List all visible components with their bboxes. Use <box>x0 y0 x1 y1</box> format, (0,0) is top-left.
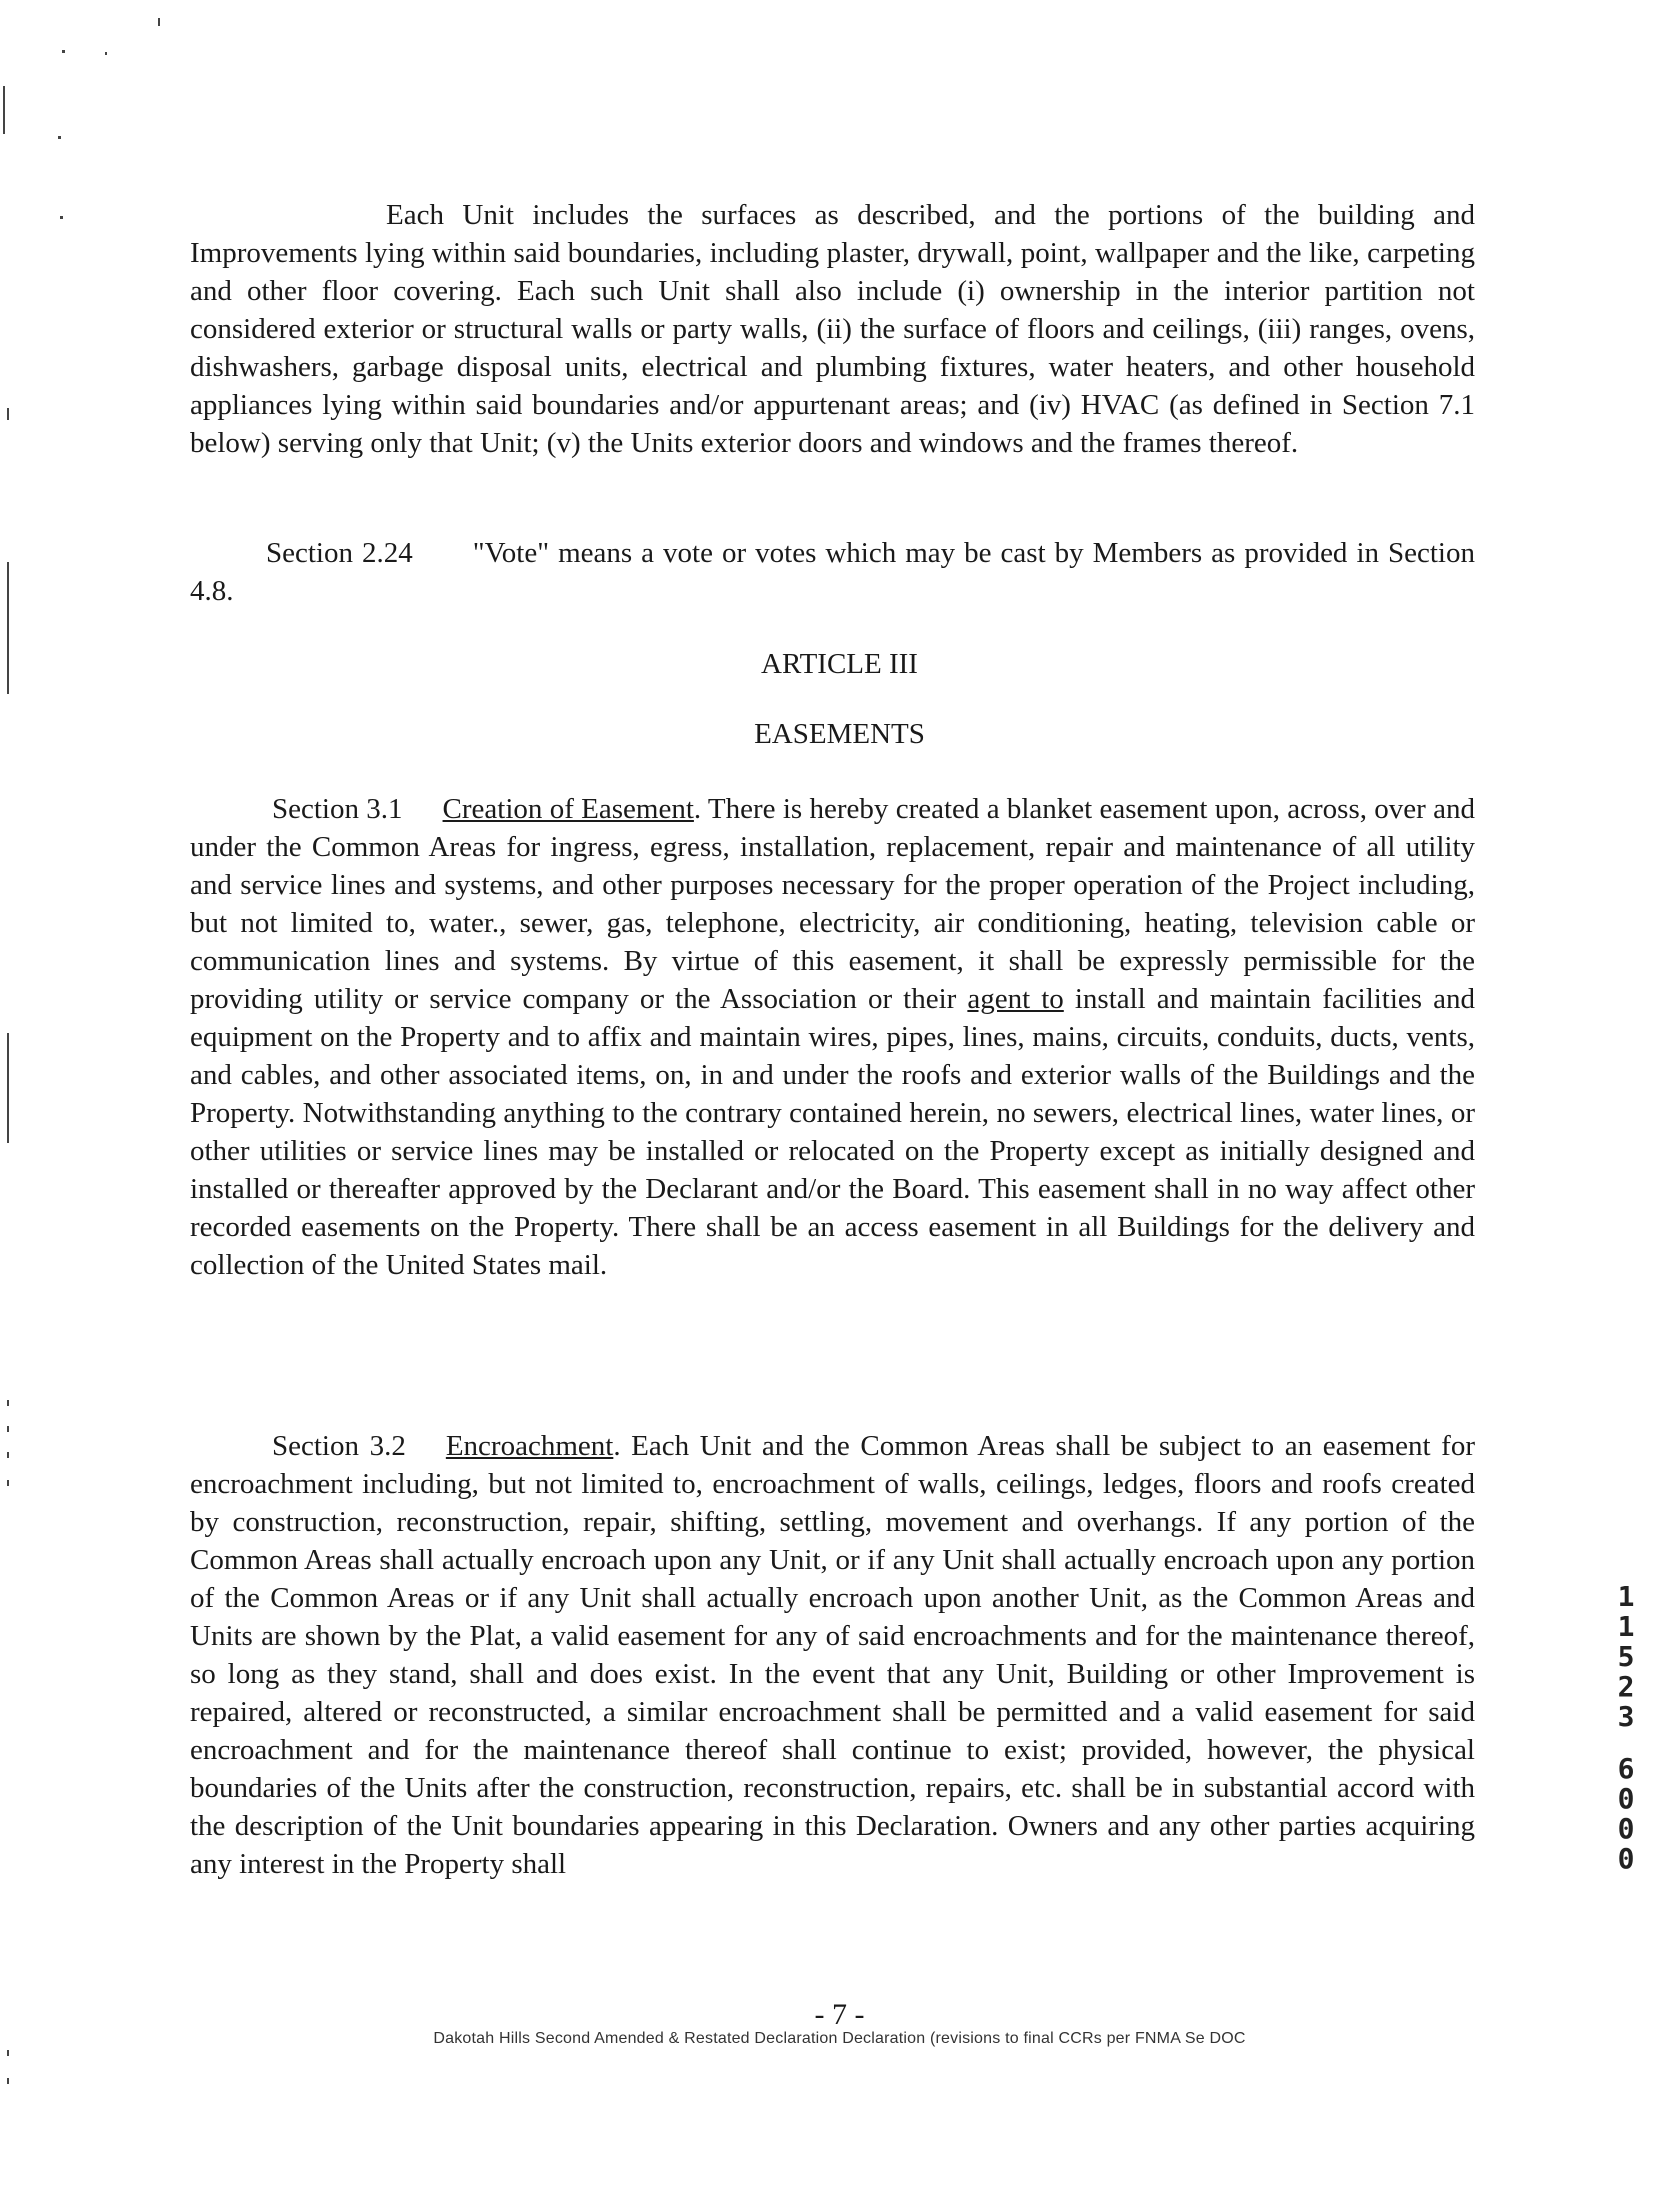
page-number: - 7 - <box>814 1998 865 2031</box>
section-3-2-text: . Each Unit and the Common Areas shall be subject to an easement for encroachment including, but not limited to, encroachment of walls, ceilings, ledges, floors and roofs created by construction, reconstruction, repair, shifting, settling, movement and overhangs. If any portion of the Common Areas shall actually encroach upon any Unit, or if any Unit shall actually encroach upon any portion of the Common Areas or if any Unit shall actually encroach upon another Unit, as the Common Areas and Units are shown by the Plat, a valid easement for any of said encroachments and for the maintenance thereof, so long as they stand, shall and does exist. In the event that any Unit, Building or other Improvement is repaired, altered or reconstructed, a similar encroachment shall be permitted and a valid easement for said encroachment and for the maintenance thereof shall continue to exist; provided, however, the physical boundaries of the Units after the construction, reconstruction, repairs, etc. shall be in substantial accord with the description of the Unit boundaries appearing in this Declaration. Owners and any other parties acquiring any interest in the Property shall <box>190 1430 1475 1880</box>
section-3-1-text-a: . There is hereby created a blanket easement upon, across, over and under the Common Areas for ingress, egress, installation, replacement, repair and maintenance of all utility and service lines and systems, and other purposes necessary for the proper operation of the Project including, but not limited to, water., sewer, gas, telephone, electricity, air conditioning, heating, television cable or communication lines and systems. By virtue of this easement, it shall be expressly permissible for the providing utility or service company or the Association or their <box>190 793 1475 1015</box>
article-heading: ARTICLE III <box>761 648 918 680</box>
stamp-digit: 0 <box>1617 1782 1635 1815</box>
scan-mark <box>60 216 63 219</box>
scan-mark <box>7 562 9 694</box>
scan-mark <box>7 2050 9 2056</box>
scan-mark <box>3 86 5 134</box>
section-3-1-underlined-phrase: agent to <box>967 983 1064 1015</box>
scan-mark <box>7 1400 9 1406</box>
scan-mark <box>158 18 160 26</box>
stamp-digit: 0 <box>1617 1842 1635 1875</box>
scan-mark <box>62 50 65 53</box>
section-2-24 <box>190 534 1475 610</box>
document-footer: Dakotah Hills Second Amended & Restated Declaration Declaration (revisions to final CCRs per FNMA Se DOC <box>433 2030 1246 2047</box>
section-3-1 <box>190 790 1475 1284</box>
scan-mark <box>7 1033 9 1143</box>
stamp-digit: 1 <box>1617 1580 1635 1613</box>
stamp-digit: 0 <box>1617 1812 1635 1845</box>
section-3-1-number: Section 3.1 <box>272 793 403 825</box>
section-3-1-title: Creation of Easement <box>442 793 694 825</box>
stamp-digit: 1 <box>1617 1610 1635 1643</box>
scan-mark <box>58 136 61 139</box>
scan-mark <box>7 2078 9 2084</box>
scan-mark <box>7 1480 9 1486</box>
section-3-2-title: Encroachment <box>445 1430 614 1462</box>
section-3-2 <box>190 1427 1475 1883</box>
scan-mark <box>7 1426 9 1432</box>
article-title: EASEMENTS <box>754 718 925 750</box>
scan-mark <box>7 1452 9 1458</box>
stamp-digit: 2 <box>1617 1670 1635 1703</box>
stamp-digit: 3 <box>1617 1700 1635 1733</box>
recording-stamp <box>1606 1582 1646 1874</box>
stamp-digit <box>1606 1732 1646 1754</box>
section-2-24-text: "Vote" means a vote or votes which may be cast by Members as provided in Section 4.8. <box>190 537 1475 607</box>
stamp-digit: 5 <box>1617 1640 1635 1673</box>
section-3-1-text-b: install and maintain facilities and equipment on the Property and to affix and maintain wires, pipes, lines, mains, circuits, conduits, ducts, vents, and cables, and other associated items, on, in and under the roofs and exterior walls of the Buildings and the Property. Notwithstanding anything to the contrary contained herein, no sewers, electrical lines, water lines, or other utilities or service lines may be installed or relocated on the Property except as initially designed and installed or thereafter approved by the Declarant and/or the Board. This easement shall in no way affect other recorded easements on the Property. There shall be an access easement in all Buildings for the delivery and collection of the United States mail. <box>190 983 1475 1281</box>
scan-mark <box>7 408 9 420</box>
scan-mark <box>105 52 107 55</box>
stamp-digit: 6 <box>1617 1752 1635 1785</box>
paragraph-unit-description: Each Unit includes the surfaces as described, and the portions of the building and Improvements lying within said boundaries, including plaster, drywall, point, wallpaper and the like, carpeting and other floor covering. Each such Unit shall also include (i) ownership in the interior partition not considered exterior or structural walls or party walls, (ii) the surface of floors and ceilings, (iii) ranges, ovens, dishwashers, garbage disposal units, electrical and plumbing fixtures, water heaters, and other household appliances lying within said boundaries and/or appurtenant areas; and (iv) HVAC (as defined in Section 7.1 below) serving only that Unit; (v) the Units exterior doors and windows and the frames thereof. <box>190 199 1475 459</box>
section-2-24-number: Section 2.24 <box>266 537 413 569</box>
section-3-2-number: Section 3.2 <box>272 1430 406 1462</box>
